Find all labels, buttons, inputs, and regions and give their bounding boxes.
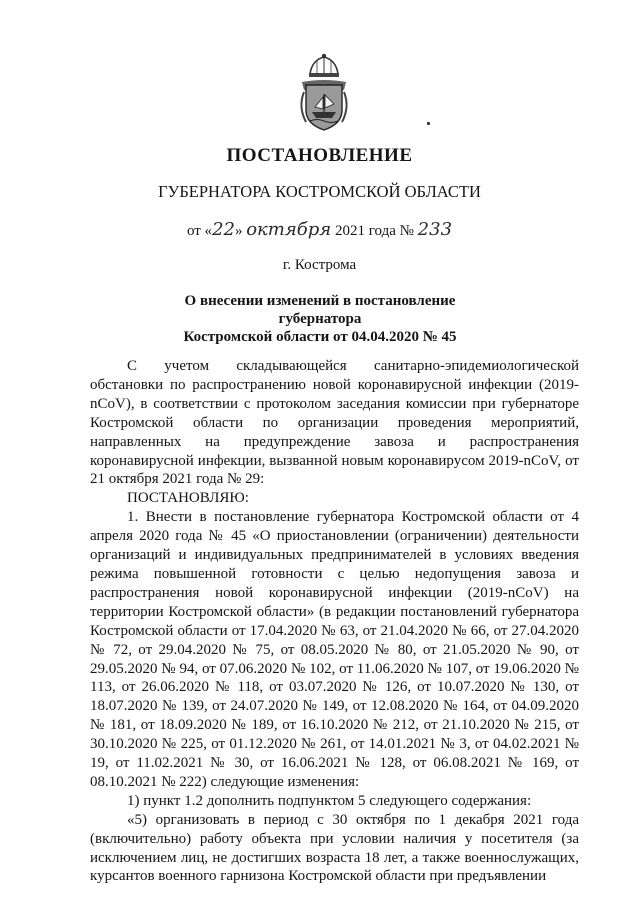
paragraph-item-1: 1. Внести в постановление губернатора Костромской области от 4 апреля 2020 года № 45 «О приостановлении (ограничении) деятельности организаций и индивидуальных предпринимателей в условиях введения режима повышенной готовности с целью недопущения завоза и распространения новой коронавирусной инфекции (2019-nCoV) на территории Костромской области» (в редакции постановлений губернатора Костромской области от 17.04.2020 № 63, от 21.04.2020 № 66, от 27.04.2020 № 72, от 29.04.2020 № 75, от 08.05.2020 № 80, от 21.05.2020 № 90, от 29.05.2020 № 94, от 07.06.2020 № 102, от 11.06.2020 № 107, от 19.06.2020 № 113, от 26.06.2020 № 118, от 03.07.2020 № 126, от 10.07.2020 № 130, от 18.07.2020 № 139, от 24.07.2020 № 149, от 12.08.2020 № 164, от 04.09.2020 № 181, от 18.09.2020 № 189, от 16.10.2020 № 212, от 21.10.2020 № 215, от 30.10.2020 № 225, от 01.12.2020 № 261, от 14.01.2021 № 3, от 04.02.2021 № 19, от 11.02.2021 № 30, от 16.06.2021 № 128, от 06.08.2021 № 169, от 08.10.2021 № 222) следующие изменения:: [90, 509, 579, 790]
heading-line-1: О внесении изменений в постановление губернатора: [184, 293, 456, 327]
paragraph-subitem-1: 1) пункт 1.2 дополнить подпунктом 5 следующего содержания:: [127, 792, 532, 809]
date-month-handwritten: октября: [246, 219, 332, 240]
heading-line-2: Костромской области от 04.04.2020 № 45: [183, 329, 457, 345]
document-body: [90, 357, 579, 886]
date-year: 2021 года №: [334, 223, 414, 239]
paragraph-subitem-5: «5) организовать в период с 30 октября по 1 декабря 2021 года (включительно) работу объекта при условии наличия у посетителя (за исключением лиц, не достигших возраста 18 лет, а также военнослужащих, курсантов военного гарнизона Костромской области при предъявлении: [90, 811, 579, 885]
city: г. Кострома: [282, 257, 357, 273]
scan-speck: [427, 122, 430, 125]
paragraph-preamble: С учетом складывающейся санитарно-эпидемиологической обстановки по распространению новой коронавирусной инфекции (2019-nCoV), в соответствии с протоколом заседания комиссии при губернаторе Костромской области по организации проведения мероприятий, направленных на предупреждение завоза и распространения коронавирусной инфекции, вызванной новым коронавирусом 2019-nCoV, от 21 октября 2021 года № 29:: [90, 358, 579, 488]
document-heading: [150, 292, 490, 346]
document-number-handwritten: 233: [417, 219, 453, 240]
document-subtitle: ГУБЕРНАТОРА КОСТРОМСКОЙ ОБЛАСТИ: [158, 182, 481, 201]
date-line: [0, 219, 639, 240]
date-day-handwritten: 22: [212, 219, 235, 240]
date-close: »: [234, 223, 243, 239]
coat-of-arms-emblem: [296, 52, 352, 134]
document-title: ПОСТАНОВЛЕНИЕ: [226, 145, 413, 166]
date-prefix: от «: [186, 223, 213, 239]
paragraph-resolve: ПОСТАНОВЛЯЮ:: [127, 490, 249, 507]
